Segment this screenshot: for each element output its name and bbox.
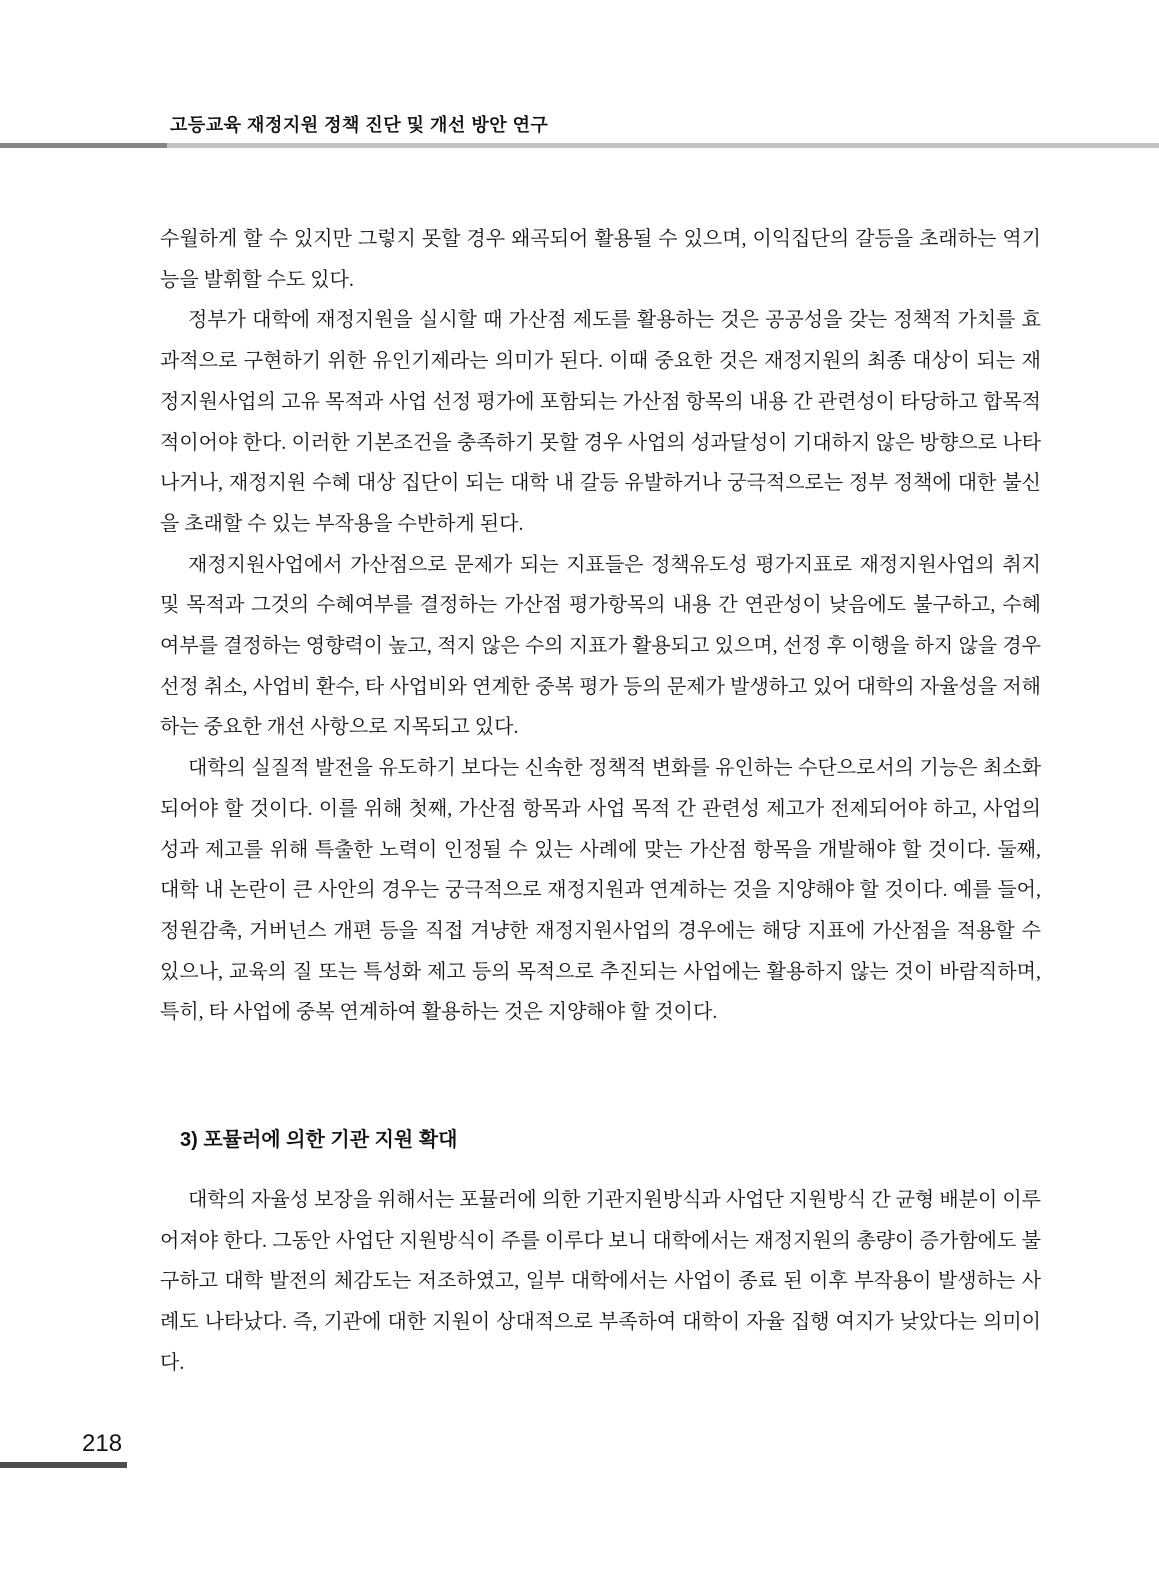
section-heading: 3) 포뮬러에 의한 기관 지원 확대 (180, 1129, 458, 1151)
header-rule (0, 143, 1159, 148)
header-rule-light-segment (167, 143, 1159, 148)
paragraph: 대학의 자율성 보장을 위해서는 포뮬러에 의한 기관지원방식과 사업단 지원방식 간 균형 배분이 이루어져야 한다. 그동안 사업단 지원방식이 주를 이루다 보니 대학에서는 재정지원의 총량이 증가함에도 불구하고 대학 발전의 체감도는 저조하였고, 일부 대학에서는 사업이 종료 된 이후 부작용이 발생하는 사례도 나타났다. 즉, 기관에 대한 지원이 상대적으로 부족하여 대학이 자율 집행 여지가 낮았다는 의미이다. (160, 1189, 1041, 1374)
body-text-lower (160, 1180, 1041, 1384)
page-number: 218 (82, 1430, 123, 1457)
paragraph: 정부가 대학에 재정지원을 실시할 때 가산점 제도를 활용하는 것은 공공성을 갖는 정책적 가치를 효과적으로 구현하기 위한 유인기제라는 의미가 된다. 이때 중요한 것은 재정지원의 최종 대상이 되는 재정지원사업의 고유 목적과 사업 선정 평가에 포함되는 가산점 항목의 내용 간 관련성이 타당하고 합목적적이어야 한다. 이러한 기본조건을 충족하기 못할 경우 사업의 성과달성이 기대하지 않은 방향으로 나타나거나, 재정지원 수혜 대상 집단이 되는 대학 내 갈등 유발하거나 궁극적으로는 정부 정책에 대한 불신을 초래할 수 있는 부작용을 수반하게 된다. (160, 309, 1041, 535)
paragraph: 재정지원사업에서 가산점으로 문제가 되는 지표들은 정책유도성 평가지표로 재정지원사업의 취지 및 목적과 그것의 수혜여부를 결정하는 가산점 평가항목의 내용 간 연관성이 낮음에도 불구하고, 수혜 여부를 결정하는 영향력이 높고, 적지 않은 수의 지표가 활용되고 있으며, 선정 후 이행을 하지 않을 경우 선정 취소, 사업비 환수, 타 사업비와 연계한 중복 평가 등의 문제가 발생하고 있어 대학의 자율성을 저해하는 중요한 개선 사항으로 지목되고 있다. (160, 553, 1041, 739)
running-header-title: 고등교육 재정지원 정책 진단 및 개선 방안 연구 (170, 115, 549, 135)
paragraph: 대학의 실질적 발전을 유도하기 보다는 신속한 정책적 변화를 유인하는 수단으로서의 기능은 최소화 되어야 할 것이다. 이를 위해 첫째, 가산점 항목과 사업 목적 간 관련성 제고가 전제되어야 하고, 사업의 성과 제고를 위해 특출한 노력이 인정될 수 있는 사례에 맞는 가산점 항목을 개발해야 할 것이다. 둘째, 대학 내 논란이 큰 사안의 경우는 궁극적으로 재정지원과 연계하는 것을 지양해야 할 것이다. 예를 들어, 정원감축, 거버넌스 개편 등을 직접 겨냥한 재정지원사업의 경우에는 해당 지표에 가산점을 적용할 수 있으나, 교육의 질 또는 특성화 제고 등의 목적으로 추진되는 사업에는 활용하지 않는 것이 바람직하며, 특히, 타 사업에 중복 연계하여 활용하는 것은 지양해야 할 것이다. (160, 757, 1041, 1024)
header-rule-dark-segment (0, 143, 167, 148)
body-text-upper (160, 219, 1041, 1033)
footer-bar (0, 1462, 127, 1468)
paragraph: 수월하게 할 수 있지만 그렇지 못할 경우 왜곡되어 활용될 수 있으며, 이익집단의 갈등을 초래하는 역기능을 발휘할 수도 있다. (160, 228, 1041, 291)
